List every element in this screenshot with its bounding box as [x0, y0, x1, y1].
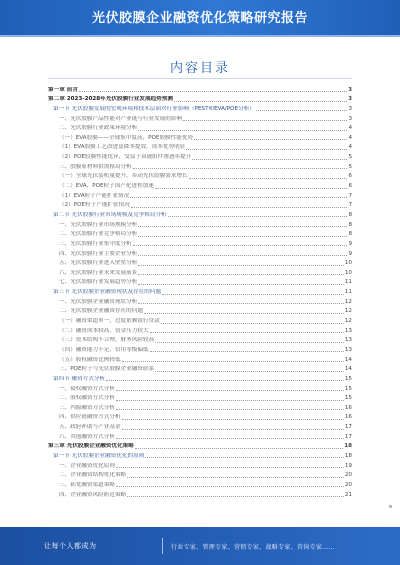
toc-leader-dots — [192, 159, 347, 160]
toc-entry-label: （二）EVA、POE粒子国产化进程加速 — [59, 183, 154, 190]
toc-entry-label: 二、光伏胶膜行业竞争格局分析 — [59, 231, 138, 238]
toc-entry[interactable] — [48, 315, 352, 325]
toc-leader-dots — [155, 342, 344, 343]
toc-entry[interactable] — [48, 460, 352, 470]
toc-entry[interactable] — [48, 132, 352, 142]
toc-entry-label: （四）融资能力不足，信用等级偏低 — [59, 346, 149, 353]
toc-leader-dots — [127, 496, 344, 497]
toc-entry-page: 10 — [344, 260, 352, 267]
toc-entry[interactable] — [48, 306, 352, 316]
toc-leader-dots — [138, 284, 344, 285]
toc-leader-dots — [138, 255, 347, 256]
toc-leader-dots — [186, 149, 347, 150]
toc-leader-dots — [116, 409, 344, 410]
toc-entry-page: 13 — [344, 327, 352, 334]
toc-entry[interactable] — [48, 364, 352, 374]
toc-leader-dots — [194, 139, 347, 140]
toc-leader-dots — [168, 216, 348, 217]
toc-entry[interactable] — [48, 325, 352, 335]
toc-entry-label: 六、光伏胶膜行业未来发展前景 — [59, 269, 138, 276]
toc-leader-dots — [150, 332, 344, 333]
toc-leader-dots — [116, 400, 344, 401]
toc-heading: 内容目录 — [169, 61, 230, 76]
toc-leader-dots — [155, 371, 344, 372]
toc-entry-label: 第三节 光伏胶膜企业融资现状及存在的问题 — [53, 289, 162, 296]
toc-entry-label: 一、债权融资方式分析 — [59, 385, 115, 392]
toc-leader-dots — [79, 91, 347, 92]
toc-entry-page: 4 — [348, 144, 352, 151]
toc-entry-label: 四、企业融资风险防范策略 — [59, 491, 127, 498]
toc-entry[interactable] — [48, 393, 352, 403]
toc-entry-page: 5 — [348, 154, 352, 161]
toc-entry-label: 三、内源融资方式分析 — [59, 404, 115, 411]
toc-entry[interactable] — [48, 383, 352, 393]
toc-entry-page: 6 — [348, 183, 352, 190]
toc-entry-label: 七、光伏胶膜行业发展趋势分析 — [59, 279, 138, 286]
toc-entry-page: 12 — [344, 298, 352, 305]
toc-leader-dots — [138, 265, 344, 266]
toc-leader-dots — [133, 245, 348, 246]
toc-leader-dots — [116, 467, 344, 468]
toc-entry-page: 12 — [344, 308, 352, 315]
footer-banner — [0, 527, 400, 565]
toc-entry-label: 第一章 前言 — [48, 86, 78, 93]
toc-leader-dots — [127, 477, 344, 478]
toc-entry-label: 二、股权融资方式分析 — [59, 395, 115, 402]
toc-entry-label: 六、其他融资方式分析 — [59, 433, 115, 440]
toc-leader-dots — [150, 351, 344, 352]
toc-entry[interactable] — [48, 190, 352, 200]
toc-entry-page: 7 — [348, 192, 352, 199]
toc-entry-page: 3 — [348, 96, 352, 103]
toc-entry[interactable] — [48, 277, 352, 287]
toc-entry-page: 11 — [344, 279, 352, 286]
footer-slogan: 让每个人都成为 — [44, 542, 97, 550]
footer-divider — [162, 538, 163, 554]
toc-leader-dots — [122, 429, 344, 430]
toc-entry[interactable] — [48, 470, 352, 480]
toc-entry-label: 第一节 光伏胶膜发展的宏观环境和技术层面对行业影响（PEST和EVA/POE分析） — [53, 105, 255, 112]
toc-entry-label: 二、光伏胶膜企业融资存在的问题 — [59, 308, 143, 315]
toc-leader-dots — [161, 323, 344, 324]
toc-entry-page: 10 — [344, 269, 352, 276]
toc-entry[interactable] — [48, 402, 352, 412]
toc-entry-label: 第二章 2023-2028年光伏胶膜行业发展趋势预测 — [48, 96, 173, 103]
toc-entry[interactable] — [48, 335, 352, 345]
toc-entry-page: 21 — [344, 491, 352, 498]
toc-entry-page: 8 — [348, 231, 352, 238]
toc-entry[interactable] — [48, 113, 352, 123]
toc-entry[interactable] — [48, 171, 352, 181]
toc-entry[interactable] — [48, 123, 352, 133]
toc-entry-page: 20 — [344, 472, 352, 479]
toc-leader-dots — [116, 486, 344, 487]
toc-leader-dots — [135, 448, 343, 449]
toc-entry[interactable] — [48, 479, 352, 489]
toc-leader-dots — [106, 380, 344, 381]
toc-leader-dots — [122, 361, 344, 362]
toc-entry[interactable] — [48, 94, 352, 104]
toc-entry-label: 第四节 融资方式分析 — [53, 375, 106, 382]
toc-entry[interactable] — [48, 84, 352, 94]
toc-entry-page: 18 — [344, 452, 352, 459]
toc-entry-label: 三、胶膜原材料供需格局分析 — [59, 163, 132, 170]
toc-entry-page: 13 — [344, 337, 352, 344]
toc-entry[interactable] — [48, 489, 352, 499]
toc-entry-page: 20 — [344, 481, 352, 488]
toc-leader-dots — [138, 236, 347, 237]
toc-leader-dots — [116, 390, 344, 391]
toc-entry-page: 8 — [348, 211, 352, 218]
toc-entry[interactable] — [48, 200, 352, 210]
toc-entry[interactable] — [48, 248, 352, 258]
toc-entry[interactable] — [48, 209, 352, 219]
toc-entry[interactable] — [48, 412, 352, 422]
toc-entry-page: 15 — [344, 385, 352, 392]
toc-entry[interactable] — [48, 344, 352, 354]
toc-entry[interactable] — [48, 421, 352, 431]
toc-entry-page: 15 — [344, 375, 352, 382]
toc-entry-page: 15 — [344, 395, 352, 402]
footer-tagline: 行业专家、管理专家、营销专家、战略专家、咨询专家…… — [171, 543, 335, 551]
toc-leader-dots — [138, 303, 344, 304]
toc-leader-dots — [130, 197, 347, 198]
toc-entry-page: 12 — [344, 318, 352, 325]
toc-leader-dots — [155, 188, 348, 189]
toc-entry-label: 一、光伏胶膜产品性能对产业链与行业发展的影响 — [59, 115, 183, 122]
toc-entry-page: 7 — [348, 202, 352, 209]
toc-entry-label: 二、光伏胶膜行业政策环境分析 — [59, 125, 138, 132]
toc-entry-page: 6 — [348, 173, 352, 180]
toc-entry-page: 9 — [348, 240, 352, 247]
toc-entry-label: 一、企业融资优化原则 — [59, 462, 115, 469]
toc-entry[interactable] — [48, 180, 352, 190]
toc-entry[interactable] — [48, 229, 352, 239]
toc-entry-page: 11 — [344, 289, 352, 296]
toc-entry[interactable] — [48, 296, 352, 306]
toc-entry-page: 3 — [348, 86, 352, 93]
toc-entry-page: 8 — [348, 221, 352, 228]
page-mark — [389, 505, 392, 508]
toc-leader-dots — [174, 101, 347, 102]
toc-entry-label: （2）POE胶膜性能优异，受益于双玻组件渗透率提升 — [59, 154, 192, 161]
toc-entry-page: 19 — [344, 462, 352, 469]
toc-entry-label: 四、光伏胶膜行业主要企业分析 — [59, 250, 138, 257]
toc-entry[interactable] — [48, 450, 352, 460]
table-of-contents — [48, 84, 352, 499]
toc-entry-page: 3 — [348, 105, 352, 112]
toc-entry[interactable] — [48, 151, 352, 161]
toc-entry-label: （二）融资成本较高，资金压力较大 — [59, 327, 149, 334]
report-title: 光伏胶膜企业融资优化策略研究报告 — [91, 11, 308, 26]
toc-entry-label: 第三章 光伏胶膜企业融资优化策略 — [48, 443, 134, 450]
toc-entry-page: 4 — [348, 134, 352, 141]
toc-entry-label: 五、政府补助与产业基金 — [59, 424, 121, 431]
toc-entry-label: 一、光伏胶膜企业融资现状分析 — [59, 298, 138, 305]
toc-entry[interactable] — [48, 238, 352, 248]
toc-entry[interactable] — [48, 161, 352, 171]
toc-entry-label: （一）融资渠道单一，过度依赖银行贷款 — [59, 318, 160, 325]
toc-entry-page: 16 — [344, 414, 352, 421]
toc-entry-label: 第二节 光伏胶膜行业市场规模及竞争格局分析 — [53, 211, 167, 218]
toc-entry-page: 18 — [344, 443, 352, 450]
toc-entry-label: （2）POE粒子产能扩张情况 — [59, 202, 130, 209]
toc-entry-label: （1）EVA粒子产能扩张情况 — [59, 192, 130, 199]
toc-entry-page: 9 — [348, 250, 352, 257]
toc-entry-label: 三、拓宽融资渠道策略 — [59, 481, 115, 488]
toc-leader-dots — [138, 226, 347, 227]
toc-leader-dots — [189, 178, 348, 179]
toc-leader-dots — [256, 110, 348, 111]
toc-entry-label: 三、光伏胶膜行业集中度分析 — [59, 240, 132, 247]
header-stripe — [0, 35, 400, 37]
toc-leader-dots — [162, 294, 344, 295]
toc-entry[interactable] — [48, 373, 352, 383]
toc-leader-dots — [138, 130, 347, 131]
toc-entry-page: 13 — [344, 346, 352, 353]
toc-entry-page: 16 — [344, 404, 352, 411]
toc-entry-label: 三、POE粒子与光伏胶膜企业融资联系 — [59, 366, 155, 373]
toc-leader-dots — [144, 313, 344, 314]
toc-entry[interactable] — [48, 219, 352, 229]
toc-entry-page: 14 — [344, 356, 352, 363]
toc-entry[interactable] — [48, 286, 352, 296]
toc-leader-dots — [138, 274, 344, 275]
toc-divider — [48, 78, 352, 79]
toc-entry-page: 3 — [348, 115, 352, 122]
toc-leader-dots — [116, 438, 344, 439]
toc-leader-dots — [145, 457, 344, 458]
toc-entry-label: （一）全球光伏装机量提升，带动光伏胶膜需求增长 — [59, 173, 188, 180]
toc-leader-dots — [122, 419, 344, 420]
toc-entry[interactable] — [48, 441, 352, 451]
toc-entry-label: （三）资本结构不合理，财务风险较高 — [59, 337, 155, 344]
toc-entry-label: 一、光伏胶膜行业市场规模分析 — [59, 221, 138, 228]
toc-entry[interactable] — [48, 103, 352, 113]
toc-entry[interactable] — [48, 431, 352, 441]
toc-entry-label: 四、供应链融资方式分析 — [59, 414, 121, 421]
toc-leader-dots — [131, 207, 348, 208]
toc-entry-label: 五、光伏胶膜行业进入壁垒分析 — [59, 260, 138, 267]
toc-leader-dots — [133, 168, 348, 169]
toc-entry-label: （1）EVA胶膜工艺改进及降本提效，成本优势明显 — [59, 144, 186, 151]
toc-entry-page: 5 — [348, 163, 352, 170]
toc-entry-page: 4 — [348, 125, 352, 132]
toc-entry-page: 14 — [344, 366, 352, 373]
toc-entry-page: 17 — [344, 424, 352, 431]
toc-entry[interactable] — [48, 258, 352, 268]
toc-entry-label: 第一节 光伏胶膜企业融资优化的原则 — [53, 452, 145, 459]
toc-entry[interactable] — [48, 354, 352, 364]
toc-entry[interactable] — [48, 142, 352, 152]
toc-entry-label: 二、企业融资结构优化策略 — [59, 472, 127, 479]
toc-leader-dots — [183, 120, 347, 121]
toc-entry[interactable] — [48, 267, 352, 277]
toc-entry-label: （五）股权融资比例较低 — [59, 356, 121, 363]
toc-entry-page: 17 — [344, 433, 352, 440]
toc-entry-label: （一）EVA胶膜——全球集中度高，POE胶膜性能优势 — [59, 134, 194, 141]
